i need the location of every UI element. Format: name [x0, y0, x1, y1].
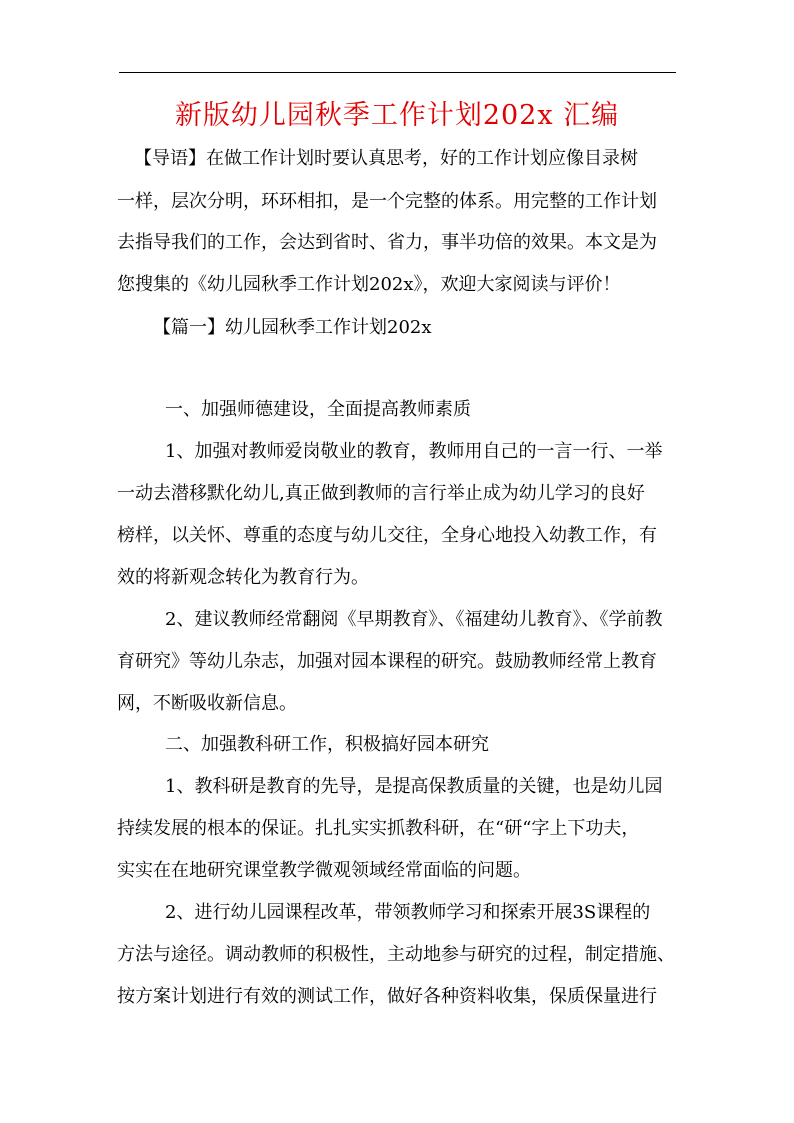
- paragraph-line: 实实在在地研究课堂教学微观领域经常面临的问题。: [117, 860, 531, 881]
- paragraph-line: 按方案计划进行有效的测试工作，做好各种资料收集，保质保量进行: [117, 986, 657, 1007]
- section-heading: 一、加强师德建设，全面提高教师素质: [165, 399, 471, 420]
- intro-line: 您搜集的《幼儿园秋季工作计划202x》，欢迎大家阅读与评价！: [117, 274, 621, 295]
- paragraph-line: 1、教科研是教育的先导，是提高保教质量的关键，也是幼儿园: [165, 776, 663, 797]
- paragraph-line: 网，不断吸收新信息。: [117, 693, 297, 714]
- paragraph-line: 育研究》等幼儿杂志，加强对园本课程的研究。鼓励教师经常上教育: [117, 651, 657, 672]
- paragraph-line: 2、进行幼儿园课程改革，带领教师学习和探索开展3S课程的: [165, 902, 651, 923]
- paragraph-line: 榜样，以关怀、尊重的态度与幼儿交往，全身心地投入幼教工作，有: [117, 525, 657, 546]
- section-heading: 二、加强教科研工作，积极搞好园本研究: [165, 734, 489, 755]
- document-title: 新版幼儿园秋季工作计划202x 汇编: [174, 100, 620, 131]
- paragraph-line: 持续发展的根本的保证。扎扎实实抓教科研，在“研“字上下功夫，: [117, 818, 640, 839]
- intro-line: 【导语】在做工作计划时要认真思考，好的工作计划应像目录树: [134, 148, 638, 169]
- section-title: 【篇一】幼儿园秋季工作计划202x: [153, 317, 432, 338]
- paragraph-line: 效的将新观念转化为教育行为。: [117, 567, 369, 588]
- paragraph-line: 一动去潜移默化幼儿,真正做到教师的言行举止成为幼儿学习的良好: [117, 483, 645, 504]
- header-rule: [119, 72, 676, 73]
- paragraph-line: 1、加强对教师爱岗敬业的教育，教师用自己的一言一行、一举: [165, 441, 663, 462]
- intro-line: 去指导我们的工作，会达到省时、省力，事半功倍的效果。本文是为: [117, 232, 657, 253]
- paragraph-line: 2、建议教师经常翻阅《早期教育》、《福建幼儿教育》、《学前教: [165, 609, 663, 630]
- paragraph-line: 方法与途径。调动教师的积极性，主动地参与研究的过程，制定措施、: [117, 944, 675, 965]
- intro-line: 一样，层次分明，环环相扣，是一个完整的体系。用完整的工作计划: [117, 191, 657, 212]
